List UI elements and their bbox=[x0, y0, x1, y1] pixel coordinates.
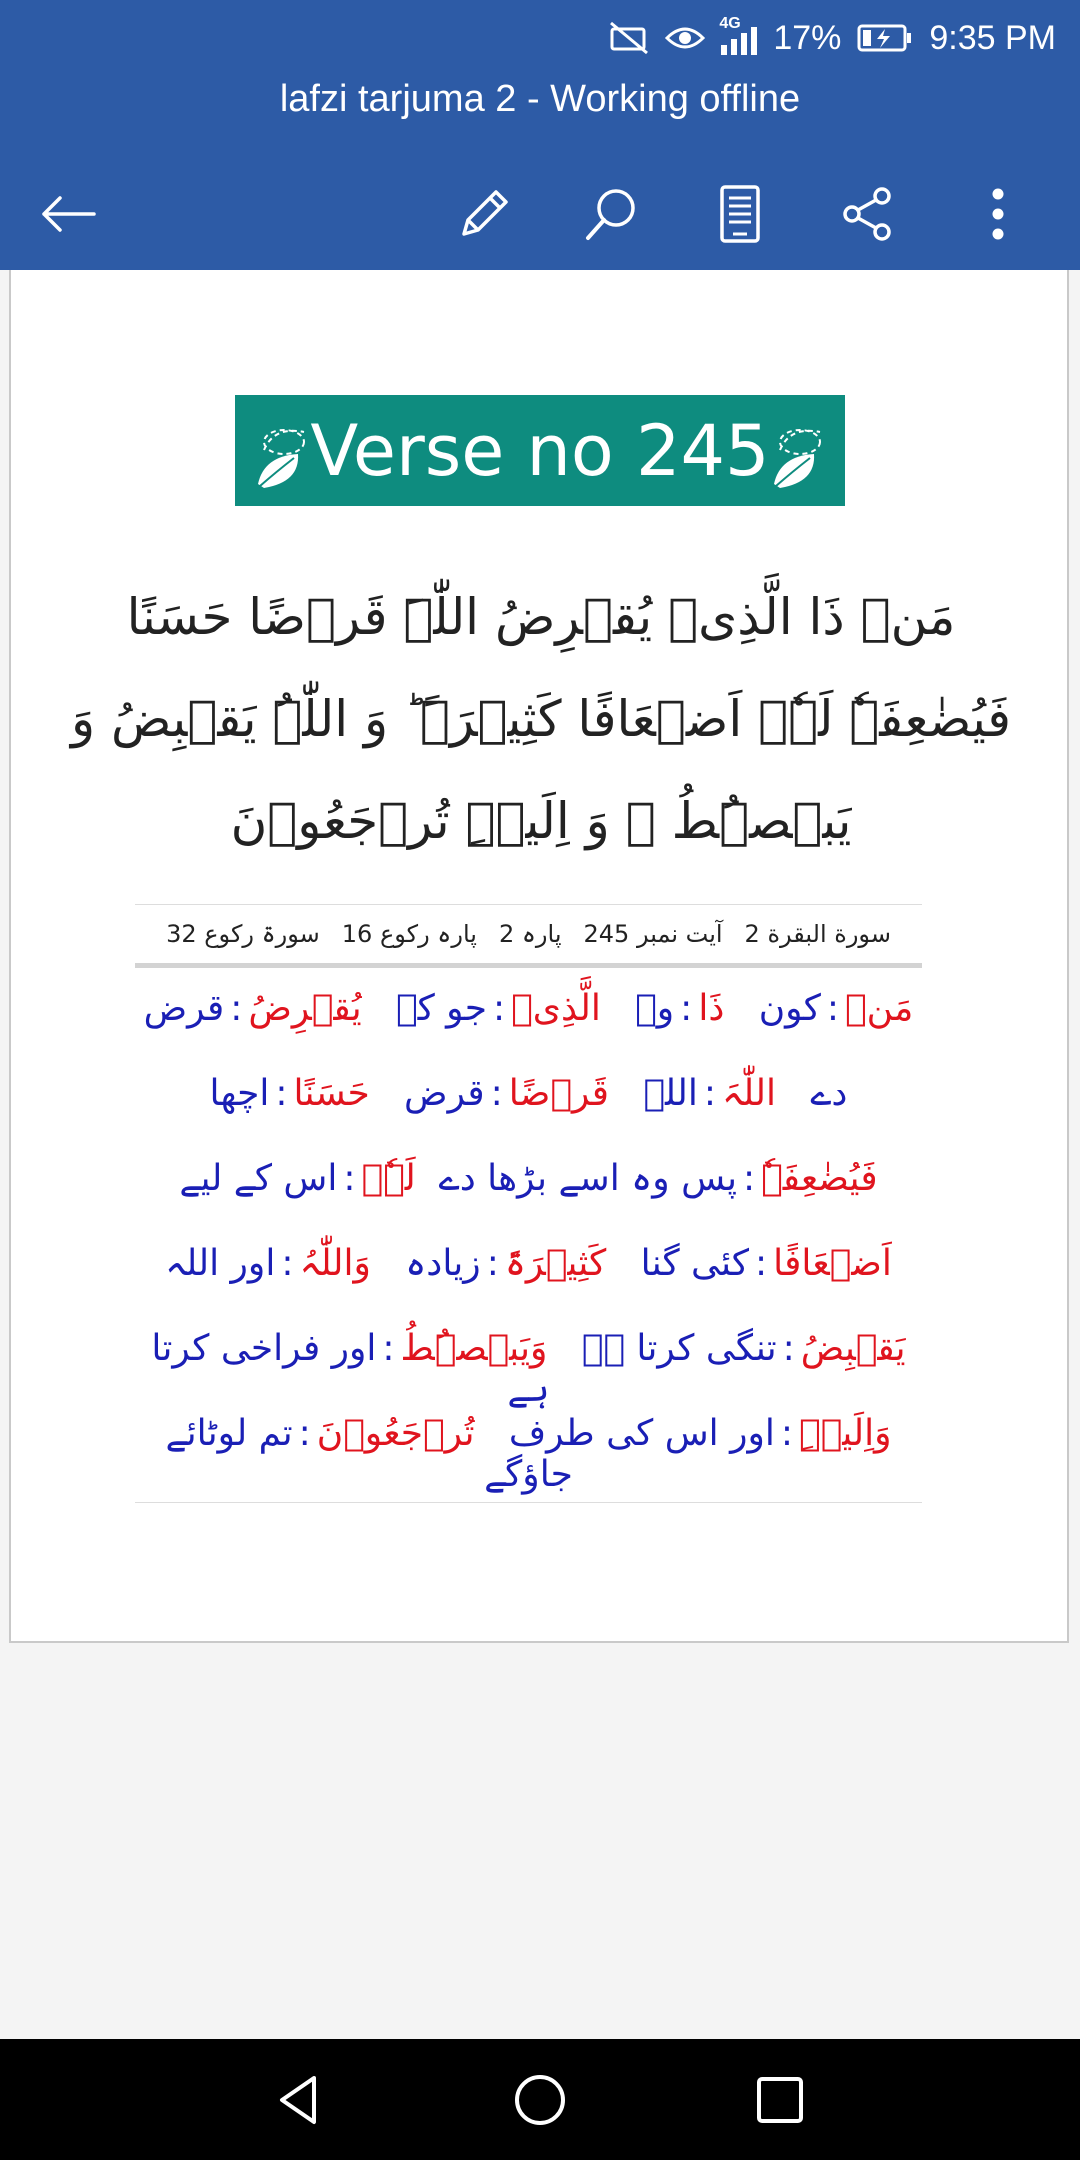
arabic-word: فَیُضٰعِفَہٗ bbox=[761, 1158, 878, 1199]
document-page[interactable] bbox=[9, 270, 1069, 1643]
arabic-word: اللّٰہَ bbox=[722, 1073, 776, 1114]
back-button[interactable] bbox=[30, 176, 106, 252]
translation-line: مَنۡ:کون ذَا:وہ الَّذِیۡ:جو کہ یُقۡرِضُ:قرض bbox=[143, 988, 914, 1029]
arabic-word: یُقۡرِضُ bbox=[248, 988, 362, 1029]
translation-line: فَیُضٰعِفَہٗ:پس وہ اسے بڑھا دے لَہٗۤ:اس کے لیے bbox=[179, 1158, 878, 1199]
urdu-meaning: اور اللہ bbox=[165, 1243, 276, 1284]
urdu-meaning: زیادہ bbox=[405, 1243, 481, 1284]
urdu-meaning: قرض bbox=[143, 988, 225, 1029]
nav-recents-button[interactable] bbox=[740, 2060, 820, 2140]
arabic-word: حَسَنًا bbox=[293, 1073, 370, 1114]
para-number: پارہ 2 bbox=[498, 920, 562, 948]
arabic-word: وَاِلَیۡہِ bbox=[799, 1413, 892, 1454]
leaf-icon bbox=[254, 406, 310, 496]
surah-ruku: سورۃ رکوع 32 bbox=[166, 920, 320, 948]
network-type: 4G bbox=[719, 15, 741, 32]
urdu-meaning: اللہ bbox=[643, 1073, 698, 1114]
arabic-word: وَاللّٰہُ bbox=[299, 1243, 371, 1284]
status-bar bbox=[0, 0, 1080, 76]
circle-home-icon bbox=[510, 2070, 570, 2130]
word-by-word-translation bbox=[135, 978, 922, 1503]
translation-line: وَاِلَیۡہِ:اور اس کی طرف تُرۡجَعُوۡنَ:تم لوٹائے جاؤگے bbox=[165, 1413, 892, 1495]
arabic-verse-line: یَبۡصُۜطُ ۪ وَ اِلَیۡہِ تُرۡجَعُوۡنَ bbox=[230, 792, 852, 850]
clock: 9:35 PM bbox=[929, 18, 1056, 57]
battery-percent: 17% bbox=[773, 18, 842, 57]
back-arrow-icon bbox=[38, 194, 98, 234]
urdu-meaning: دے bbox=[810, 1073, 848, 1114]
arabic-word: وَیَبۡصُۜطُ bbox=[400, 1328, 548, 1369]
share-button[interactable] bbox=[830, 176, 906, 252]
triangle-back-icon bbox=[270, 2070, 330, 2130]
arabic-word: ذَا bbox=[698, 988, 725, 1029]
urdu-meaning: اور فراخی کرتا ہے bbox=[151, 1328, 550, 1410]
urdu-meaning: جو کہ bbox=[395, 988, 488, 1029]
search-icon bbox=[582, 184, 642, 244]
leaf-icon bbox=[770, 406, 826, 496]
battery-charging-icon bbox=[857, 23, 913, 53]
arabic-word: یَقۡبِضُ bbox=[800, 1328, 906, 1369]
share-icon bbox=[838, 184, 898, 244]
app-bar bbox=[0, 76, 1080, 270]
arabic-word: تُرۡجَعُوۡنَ bbox=[316, 1413, 475, 1454]
nav-home-button[interactable] bbox=[500, 2060, 580, 2140]
translation-line: دے اللّٰہَ:اللہ قَرۡضًا:قرض حَسَنًا:اچھا bbox=[209, 1073, 848, 1114]
more-options-button[interactable] bbox=[960, 176, 1036, 252]
more-vert-icon bbox=[988, 184, 1008, 244]
urdu-meaning: تم لوٹائے جاؤگے bbox=[165, 1413, 573, 1495]
para-ruku: پارہ رکوع 16 bbox=[341, 920, 477, 948]
edit-button[interactable] bbox=[446, 176, 522, 252]
urdu-meaning: پس وہ اسے بڑھا دے bbox=[438, 1158, 737, 1199]
arabic-word: اَضۡعَافًا bbox=[773, 1243, 892, 1284]
urdu-meaning: وہ bbox=[635, 988, 675, 1029]
arabic-verse-line: مَنۡ ذَا الَّذِیۡ یُقۡرِضُ اللّٰہَ قَرۡضًا حَسَنًا bbox=[126, 588, 956, 646]
arabic-word: مَنۡ bbox=[845, 988, 914, 1029]
arabic-word: الَّذِیۡ bbox=[511, 988, 601, 1029]
pencil-icon bbox=[456, 186, 512, 242]
system-nav-bar bbox=[0, 2039, 1080, 2160]
no-sim-icon bbox=[609, 21, 649, 55]
urdu-meaning: قرض bbox=[404, 1073, 485, 1114]
verse-reference bbox=[135, 904, 922, 968]
arabic-verse-line: فَیُضٰعِفَہٗ لَہٗۤ اَضۡعَافًا کَثِیۡرَۃً ؕ وَ اللّٰہُ یَقۡبِضُ وَ bbox=[70, 690, 1012, 748]
ayat-number: آیت نمبر 245 bbox=[583, 920, 723, 948]
verse-banner bbox=[235, 395, 845, 506]
signal-icon bbox=[719, 15, 757, 55]
square-recents-icon bbox=[750, 2070, 810, 2130]
translation-line: یَقۡبِضُ:تنگی کرتا ہے وَیَبۡصُۜطُ:اور فراخی کرتا ہے bbox=[151, 1328, 906, 1410]
reading-view-button[interactable] bbox=[702, 176, 778, 252]
urdu-meaning: اور اس کی طرف bbox=[508, 1413, 775, 1454]
urdu-meaning: تنگی کرتا ہے bbox=[581, 1328, 777, 1369]
find-button[interactable] bbox=[574, 176, 650, 252]
urdu-meaning: کئی گنا bbox=[640, 1243, 750, 1284]
document-title: lafzi tarjuma 2 - Working offline bbox=[279, 78, 801, 120]
urdu-meaning: اچھا bbox=[209, 1073, 270, 1114]
eye-icon bbox=[665, 23, 705, 53]
surah-name: سورة البقرة 2 bbox=[744, 920, 891, 948]
urdu-meaning: اس کے لیے bbox=[179, 1158, 338, 1199]
translation-line: اَضۡعَافًا:کئی گنا کَثِیۡرَۃً:زیادہ وَاللّٰہُ:اور اللہ bbox=[165, 1243, 892, 1284]
arabic-word: قَرۡضًا bbox=[508, 1073, 610, 1114]
reading-view-icon bbox=[718, 184, 762, 244]
verse-number-title: Verse no 245 bbox=[310, 409, 770, 492]
nav-back-button[interactable] bbox=[260, 2060, 340, 2140]
arabic-word: کَثِیۡرَۃً bbox=[504, 1243, 607, 1284]
urdu-meaning: کون bbox=[758, 988, 821, 1029]
arabic-word: لَہٗۤ bbox=[361, 1158, 416, 1199]
